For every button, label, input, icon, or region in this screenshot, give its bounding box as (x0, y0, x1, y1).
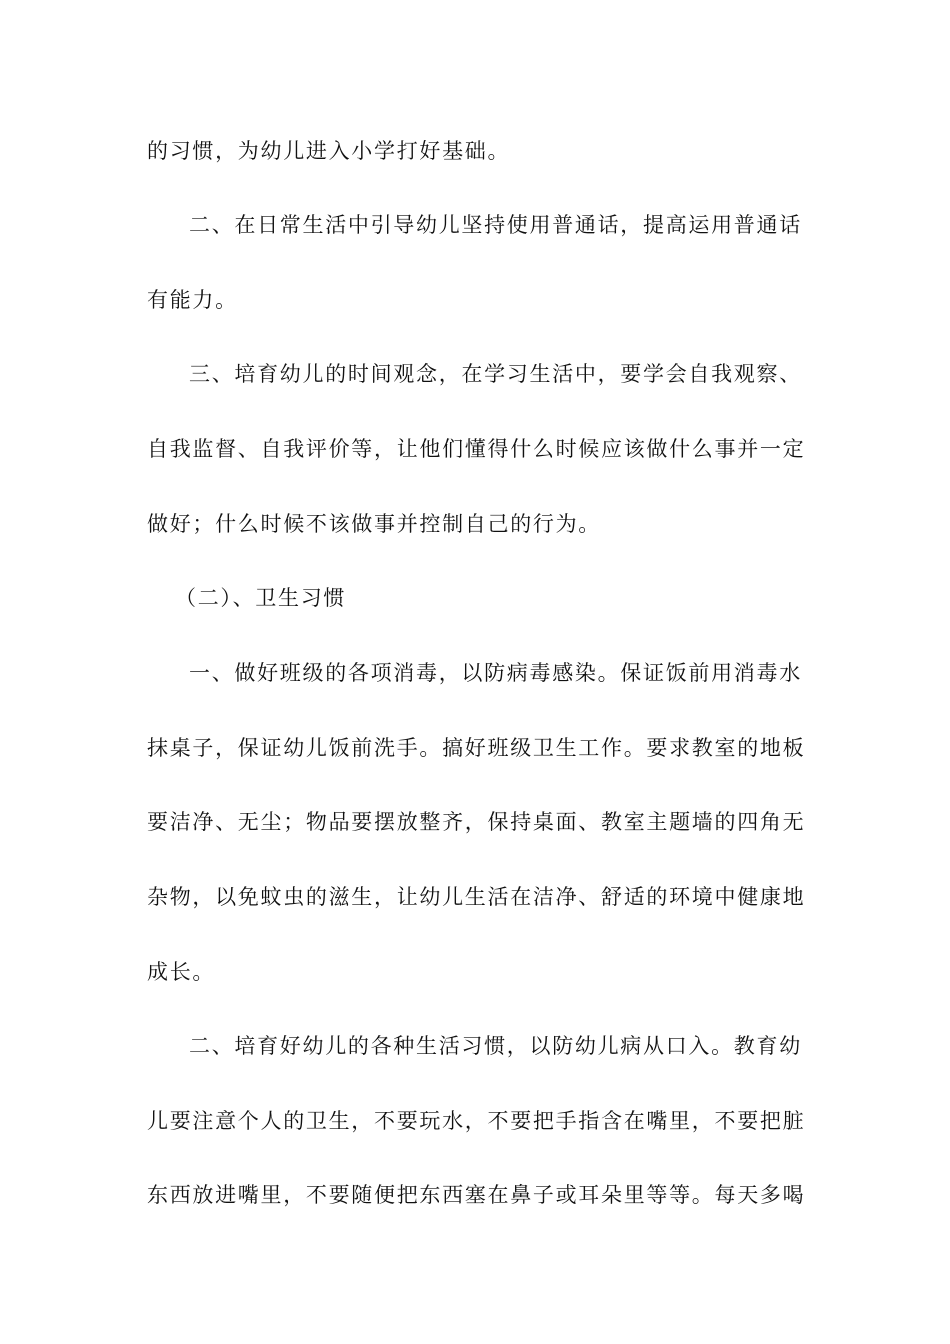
text-line: 的习惯，为幼儿进入小学打好基础。 (147, 139, 511, 163)
text-line: 儿要注意个人的卫生，不要玩水，不要把手指含在嘴里，不要把脏 (147, 1109, 806, 1133)
text-line: 一、做好班级的各项消毒，以防病毒感染。保证饭前用消毒水 (189, 661, 802, 685)
section-heading: （二）、卫生习惯 (175, 586, 347, 610)
text-line: 东西放进嘴里，不要随便把东西塞在鼻子或耳朵里等等。每天多喝 (147, 1183, 806, 1207)
text-line: 要洁净、无尘；物品要摆放整齐，保持桌面、教室主题墙的四角无 (147, 810, 806, 834)
text-line: 三、培育幼儿的时间观念，在学习生活中，要学会自我观察、 (189, 362, 802, 386)
text-line: 二、培育好幼儿的各种生活习惯，以防幼儿病从口入。教育幼 (189, 1034, 802, 1058)
text-line: 二、在日常生活中引导幼儿坚持使用普通话，提高运用普通话 (189, 213, 802, 237)
text-line: 自我监督、自我评价等，让他们懂得什么时候应该做什么事并一定 (147, 437, 806, 461)
text-line: 有能力。 (147, 288, 238, 312)
text-line: 杂物，以免蚊虫的滋生，让幼儿生活在洁净、舒适的环境中健康地 (147, 885, 806, 909)
text-line: 做好；什么时候不该做事并控制自己的行为。 (147, 512, 601, 536)
text-line: 成长。 (147, 960, 216, 984)
text-line: 抹桌子，保证幼儿饭前洗手。搞好班级卫生工作。要求教室的地板 (147, 736, 806, 760)
